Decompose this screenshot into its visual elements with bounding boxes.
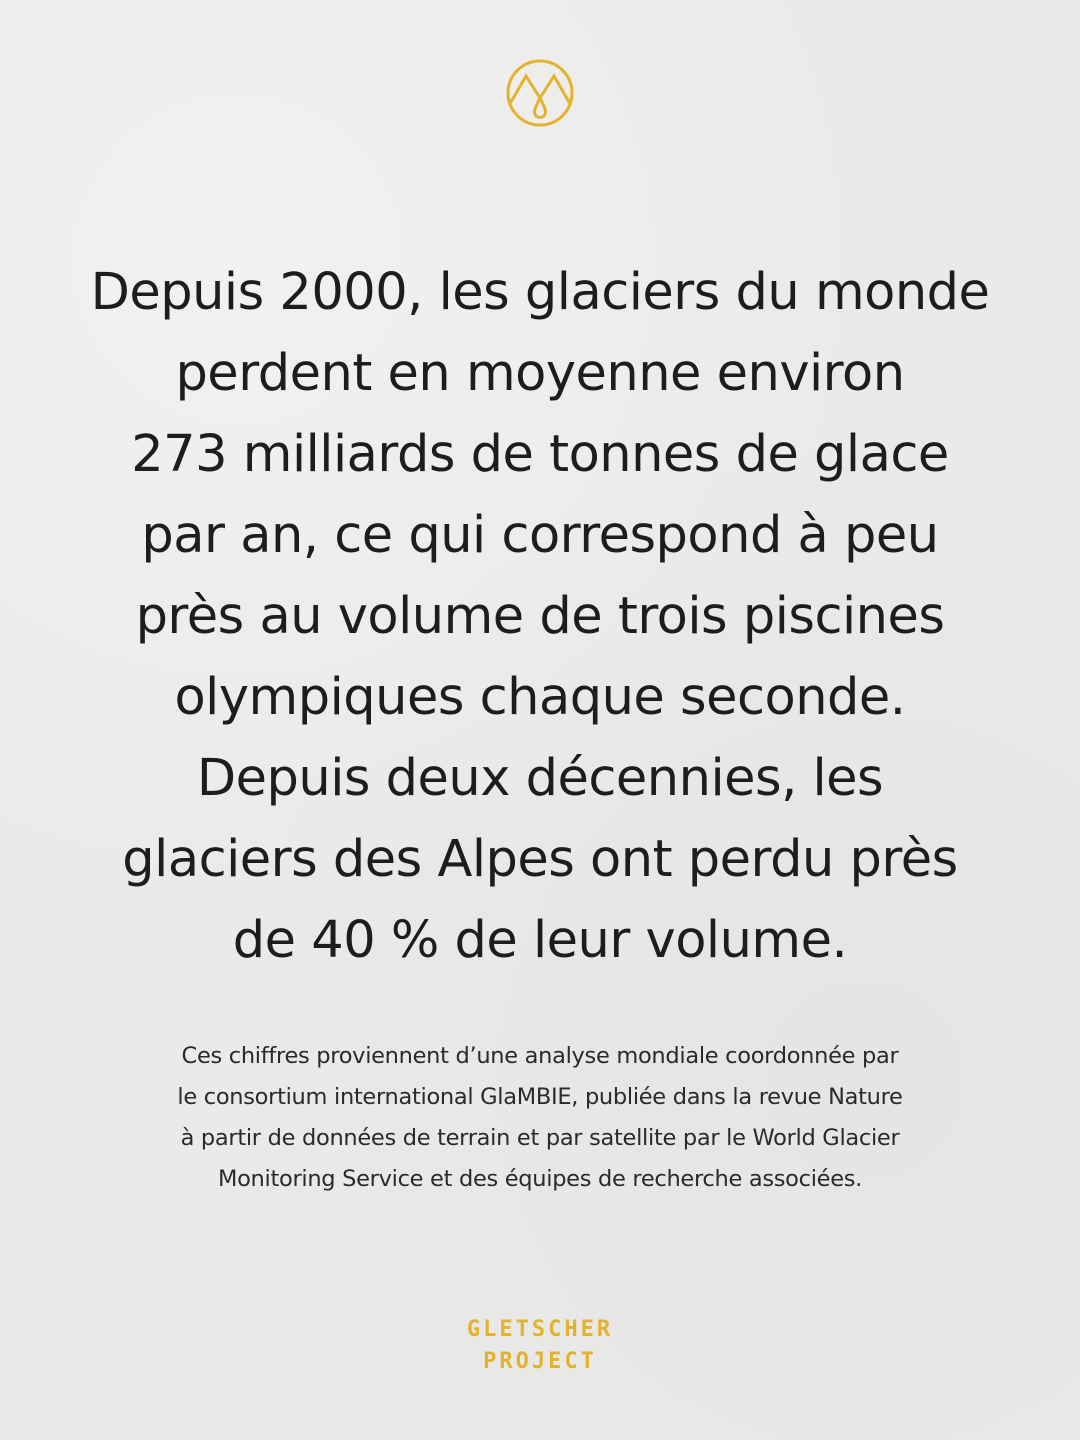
headline-statement xyxy=(60,252,1020,981)
headline-line: perdent en moyenne environ xyxy=(175,344,905,403)
source-line: le consortium international GlaMBIE, publiée dans la revue Nature xyxy=(177,1084,903,1110)
brand-line-1: GLETSCHER xyxy=(466,1317,614,1342)
headline-line: 273 milliards de tonnes de glace xyxy=(131,425,949,484)
headline-line: Depuis 2000, les glaciers du monde xyxy=(90,263,990,322)
headline-line: près au volume de trois piscines xyxy=(135,587,945,646)
source-line: Monitoring Service et des équipes de recherche associées. xyxy=(217,1166,863,1192)
headline-line: glaciers des Alpes ont perdu près xyxy=(122,830,958,889)
source-line: Ces chiffres proviennent d’une analyse mondiale coordonnée par xyxy=(181,1043,899,1069)
source-line: à partir de données de terrain et par satellite par le World Glacier xyxy=(180,1125,900,1151)
mountain-drop-icon xyxy=(505,58,575,128)
source-note xyxy=(80,1036,1000,1200)
headline-line: par an, ce qui correspond à peu xyxy=(141,506,939,565)
headline-line: Depuis deux décennies, les xyxy=(196,749,884,808)
headline-line: de 40 % de leur volume. xyxy=(232,911,848,970)
brand-line-2: PROJECT xyxy=(483,1349,597,1374)
headline-line: olympiques chaque seconde. xyxy=(174,668,906,727)
brand-wordmark xyxy=(340,1314,740,1378)
